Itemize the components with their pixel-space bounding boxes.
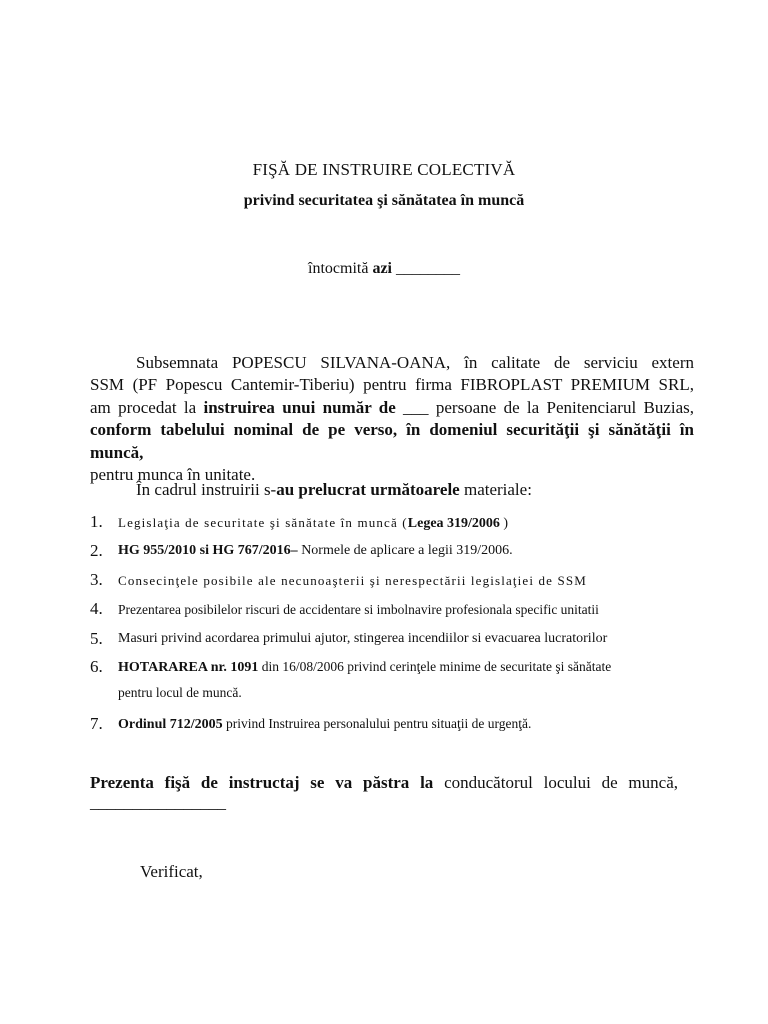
date-prefix: întocmită [308, 260, 373, 277]
paragraph-storage: Prezenta fişă de instructaj se va păstra la conducătorul locului de muncă, ________________ [90, 773, 678, 812]
date-azi: azi [372, 260, 392, 277]
declaration-line-4: conform tabelului nominal de pe verso, în domeniul securităţii şi sănătăţii în muncă, [90, 420, 694, 462]
verified-label: Verificat, [140, 862, 203, 881]
declaration-line-5: pentru munca în unitate. [90, 465, 256, 485]
declaration-line-3: am procedat la instruirea unui număr de ___ persoane de la Penitenciarul Buzias, [90, 397, 695, 417]
document-subtitle: privind securitatea şi sănătatea în muncă [243, 192, 525, 209]
date-blank: ________ [391, 260, 460, 277]
paragraph-declaration [90, 352, 694, 486]
document-title: FIŞĂ DE INSTRUIRE COLECTIVĂ [252, 160, 516, 179]
signature-blank: ________________ [90, 793, 226, 812]
declaration-line-1: Subsemnata POPESCU SILVANA-OANA, în calitate de serviciu extern [136, 353, 694, 372]
declaration-line-2: SSM (PF Popescu Cantemir-Tiberiu) pentru firma FIBROPLAST PREMIUM SRL, [90, 375, 694, 395]
date-line [0, 260, 768, 278]
paragraph-materials-intro: În cadrul instruirii s-au prelucrat următoarele materiale: [136, 480, 532, 499]
